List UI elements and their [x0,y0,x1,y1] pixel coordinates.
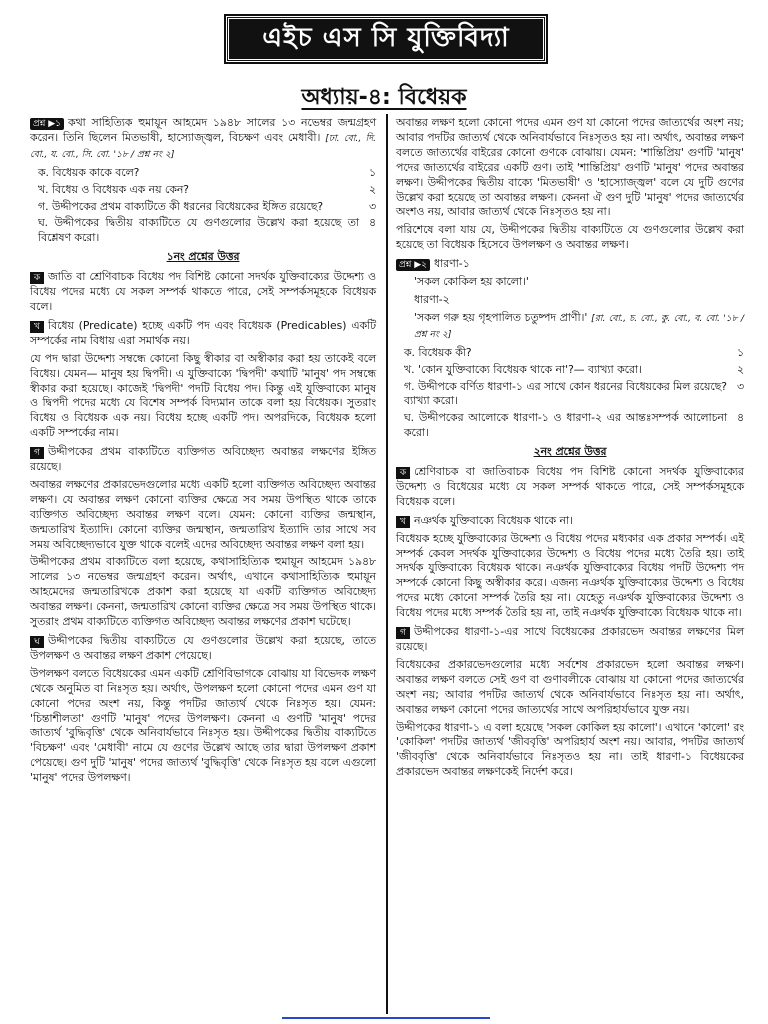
question-part-text: ঘ. উদ্দীপকের দ্বিতীয় বাক্যটিতে যে গুণগুলোর উল্লেখ করা হয়েছে তা বিশ্লেষণ করো। [38,216,359,245]
question-part-mark: ৩ [736,379,744,393]
question-part-text: ক. বিধেয়ক কী? [404,345,472,359]
question-part-mark: ৪ [368,216,376,230]
answer-mark: খ [30,321,44,333]
question-1-parts [30,166,376,247]
question-part [38,183,376,198]
answer-mark: ক [396,467,410,479]
continuation-text: পরিশেষে বলা যায় যে, উদ্দীপকের দ্বিতীয় বাক্যটিতে যে গুণগুলোর উল্লেখ করা হয়েছে তা বিধেয়ক হিসেবে উপলক্ষণ ও অবান্তর লক্ষণ। [396,223,744,252]
answer-mark: ক [30,272,44,284]
question-part-text: ক. বিধেয়ক কাকে বলে? [38,165,140,179]
answer-ka [396,465,744,510]
answer-text: নঞর্থক যুক্তিবাক্যে বিধেয়ক থাকে না। [414,513,573,527]
question-part-text: গ. উদ্দীপকের প্রথম বাক্যটিতে কী ধরনের বিধেয়কের ইঙ্গিত রয়েছে? [38,199,324,213]
answer-gha [30,634,376,664]
answer-ga-body: উদ্দীপকের ধারণা-১ এ বলা হয়েছে 'সকল কোকিল হয় কালো'। এখানে 'কালো' রং 'কোকিল' পদটির জাত্যর্থ 'জীববৃত্তি' অপরিহার্য অংশ নয়। আবার, পদটির জাত্যর্থ 'জীববৃত্তি' থেকে অনিবার্যভাবে নিঃসৃতও হয় না। তাই ধারণা-১ বিধেয়কের প্রকারভেদ অবান্তর লক্ষণকেই নির্দেশ করে। [396,720,744,779]
concept-text: 'সকল কোকিল হয় কালো।' [414,275,529,289]
question-part [404,380,744,410]
question-part-mark: ১ [368,165,376,179]
question-part-mark: ৪ [736,411,744,425]
left-column [30,116,376,789]
question-part [404,346,744,361]
concept-text-value: 'সকল গরু হয় গৃহপালিত চতুষ্পদ প্রাণী।' [414,310,588,324]
answer-mark: ঘ [30,636,44,648]
bottom-rule [282,1017,490,1019]
answer-gha-body: উপলক্ষণ বলতে বিধেয়কের এমন একটি শ্রেণিবিভাগকে বোঝায় যা বিভেদক লক্ষণ থেকে অনুমিত বা নিঃসৃত হয়। অর্থাৎ, উপলক্ষণ হলো কোনো পদের এমন গুণ যা কোনো পদের অংশ নয়, কিন্তু পদটির জাত্যর্থ থেকে নিঃসৃত হয়। যেমন: 'চিন্তাশীলতা' গুণটি 'মানুষ' পদের উপলক্ষণ। কেননা এ গুণটি 'মানুষ' পদের জাত্যর্থ 'বুদ্ধিবৃত্তি' থেকে অনিবার্যভাবে নিঃসৃত হয়। উদ্দীপকের দ্বিতীয় বাক্যটিতে 'বিচক্ষণ' এবং 'মেধাবী' নামে যে গুণের উল্লেখ আছে তার দ্বারা উপলক্ষণ প্রকাশ পেয়েছে। গুণ দুটি 'মানুষ' পদের জাত্যর্থ 'বুদ্ধিবৃত্তি' থেকে নিঃসৃত হয় বলে এগুলো 'মানুষ' পদের উপলক্ষণ। [30,666,376,785]
question-part-mark: ১ [736,345,744,359]
question-part [38,216,376,246]
answer-kha [30,319,376,349]
answer-ga-body: উদ্দীপকের প্রথম বাক্যটিতে বলা হয়েছে, কথাসাহিত্যিক হুমায়ূন আহমেদ ১৯৪৮ সালের ১৩ নভেম্বর জন্মগ্রহণ করেন। অর্থাৎ, এখানে কথাসাহিত্যিক হুমায়ূন আহমেদের জন্মতারিখকে প্রকাশ করা হয়েছে যা একটি ব্যক্তিগত অবিচ্ছেদ্য অবান্তর লক্ষণ। কেননা, জন্মতারিখ কোনো ব্যক্তির ক্ষেত্রে সব সময় উপস্থিত থাকে। সুতরাং প্রথম বাক্যটিতে ব্যক্তিগত অবিচ্ছেদ্য অবান্তর লক্ষণের প্রকাশ ঘটেছে। [30,555,376,629]
question-part-text: ঘ. উদ্দীপকের আলোকে ধারণা-১ ও ধারণা-২ এর আন্তঃসম্পর্ক আলোচনা করো। [404,411,727,440]
question-part [38,166,376,181]
answer-text: বিধেয় (Predicate) হচ্ছে একটি পদ এবং বিধেয়ক (Predicables) একটি সম্পর্কের নাম বিধায় এরা সমার্থক নয়। [30,318,376,347]
answer-ga [396,625,744,655]
question-part-mark: ২ [736,362,744,376]
answer-kha-body: বিধেয়ক হচ্ছে যুক্তিবাক্যের উদ্দেশ্য ও বিধেয় পদের মধ্যকার এক প্রকার সম্পর্ক। এই সম্পর্ক কেবল সদর্থক যুক্তিবাক্যের উদ্দেশ্য ও বিধেয় পদের মধ্যে তৈরি হয়। তাই সদর্থক যুক্তিবাক্যে বিধেয়ক থাকে। নঞর্থক যুক্তিবাক্যের বিধেয় পদটি উদ্দেশ্য পদ সম্পর্কে কোনো কিছু অস্বীকার করে। এজন্য নঞর্থক যুক্তিবাক্যের উদ্দেশ্য ও বিধেয় পদের মধ্যে কোনো সম্পর্ক তৈরি হয় না। যেহেতু নঞর্থক যুক্তিবাক্যের উদ্দেশ্য ও বিধেয় পদের মধ্যে সম্পর্ক তৈরি হয় না, তাই নঞর্থক যুক্তিবাক্যে বিধেয়ক থাকে না। [396,531,744,620]
concept-label: ধারণা-১ [434,257,470,271]
answer-text: উদ্দীপকের ধারণা-১-এর সাথে বিধেয়কের প্রকারভেদ অবান্তর লক্ষণের মিল রয়েছে। [396,625,744,653]
question-badge: প্রশ্ন ▶২ [396,259,430,271]
question-part-text: গ. উদ্দীপকে বর্ণিত ধারণা-১ এর সাথে কোন ধরনের বিধেয়কের মিল রয়েছে? ব্যাখ্যা করো। [404,379,727,408]
answer-text: শ্রেণিবাচক বা জাতিবাচক বিধেয় পদ বিশিষ্ট কোনো সদর্থক যুক্তিবাক্যের উদ্দেশ্য ও বিধেয়ের মধ্যে যে সকল সম্পর্ক থাকতে পারে, সেই সম্পর্কসমূহকে বিধেয়ক বলে। [396,465,744,508]
question-part-mark: ২ [368,182,376,196]
question-part-text: খ. বিধেয় ও বিধেয়ক এক নয় কেন? [38,182,189,196]
question-stem-text: কথা সাহিত্যিক হুমায়ূন আহমেদ ১৯৪৮ সালের ১৩ নভেম্বর জন্মগ্রহণ করেন। তিনি ছিলেন মিতভাষী, হাস্যোজ্জ্বল, বিচক্ষণ এবং মেধাবী। [30,116,376,144]
question-source: [ঢা. বো., দি. বো., য. বো., সি. বো. '১৮ / প্রশ্ন নং ২] [30,132,376,160]
answer-mark: গ [30,447,44,459]
chapter-title: অধ্যায়-৪: বিধেয়ক [301,85,467,110]
answer-ka [30,270,376,315]
book-title-banner: এইচ এস সি যুক্তিবিদ্যা [226,16,546,62]
column-divider [386,114,388,1014]
continuation-text: অবান্তর লক্ষণ হলো কোনো পদের এমন গুণ যা কোনো পদের জাত্যর্থের অংশ নয়; আবার পদটির জাত্যর্থ থেকে অনিবার্যভাবে নিঃসৃতও হয় না। অর্থাৎ, অবান্তর লক্ষণ বলতে জাত্যর্থের বাইরের কোনো গুণকে বোঝায়। যেমন: 'শান্তিপ্রিয়' গুণটি 'মানুষ' পদের জাত্যর্থের বাইরের একটি গুণ। তাই 'শান্তিপ্রিয়' গুণটি 'মানুষ' পদের অবান্তর লক্ষণ। উদ্দীপকের দ্বিতীয় বাক্যে 'মিতভাষী' ও 'হাস্যোজ্জ্বল' বলে যে দুটি গুণের উল্লেখ করা হয়েছে তা অবান্তর লক্ষণ। কেননা ঐ গুণ দুটি 'মানুষ' পদের জাত্যর্থের অংশও নয়, আবার জাত্যর্থ থেকে নিঃসৃতও হয় না। [396,116,744,219]
answer-text: উদ্দীপকের প্রথম বাক্যটিতে ব্যক্তিগত অবিচ্ছেদ্য অবান্তর লক্ষণের ইঙ্গিত রয়েছে। [30,445,376,474]
answer-ga-body: বিধেয়কের প্রকারভেদগুলোর মধ্যে সর্বশেষ প্রকারভেদ হলো অবান্তর লক্ষণ। অবান্তর লক্ষণ বলতে সেই গুণ বা গুণাবলীকে বোঝায় যা কোনো পদের জাত্যর্থের অংশ নয়; আবার পদটির জাত্যর্থ থেকে অনিবার্যভাবে নিঃসৃত হয় না। অর্থাৎ, অবান্তর লক্ষণ কোনো পদের জাত্যর্থের সাথে অপরিহার্যভাবে যুক্ত নয়। [396,657,744,716]
concept-label: ধারণা-২ [414,292,450,306]
answer-ga [30,445,376,475]
question-part-text: খ. 'কোন যুক্তিবাক্যে বিধেয়ক থাকে না'?— ব্যাখ্যা করো। [404,362,642,376]
right-column [396,116,744,783]
question-part [404,411,744,441]
concept-text [414,311,744,343]
answer-text: উদ্দীপকের দ্বিতীয় বাক্যটিতে যে গুণগুলোর উল্লেখ করা হয়েছে, তাতে উপলক্ষণ ও অবান্তর লক্ষণ প্রকাশ পেয়েছে। [30,634,376,662]
question-part [38,200,376,215]
answer-mark: গ [396,627,410,639]
question-badge: প্রশ্ন ▶১ [30,118,64,130]
answer-text: জাতি বা শ্রেণিবাচক বিধেয় পদ বিশিষ্ট কোনো সদর্থক যুক্তিবাক্যের উদ্দেশ্য ও বিধেয় পদের মধ্যে যে সকল সম্পর্ক থাকতে পারে, সেই সম্পর্কসমূহকে বিধেয়ক বলে। [30,270,376,313]
answer-2-title: ২নং প্রশ্নের উত্তর [533,445,607,459]
question-2-parts [396,346,744,441]
answer-kha-body: যে পদ দ্বারা উদ্দেশ্য সম্বন্ধে কোনো কিছু স্বীকার বা অস্বীকার করা হয় তাকেই বলে বিধেয়। যেমন— মানুষ হয় দ্বিপদী। এ যুক্তিবাক্যে 'দ্বিপদী' কথাটি 'মানুষ' পদ সম্বন্ধে স্বীকার করা হয়েছে। কাজেই 'দ্বিপদী' পদটি বিধেয় পদ। কিন্তু এই যুক্তিবাক্যে মানুষ ও দ্বিপদী পদের মধ্যে যে বিশেষ সম্পর্ক বিদ্যমান তাকে বলা হয় বিধেয়ক। সুতরাং বিধেয় ও বিধেয়ক এক নয়। বিধেয় হচ্ছে একটি পদ। অপরদিকে, বিধেয়ক হলো একটি সম্পর্কের নাম। [30,351,376,440]
answer-1-title: ১নং প্রশ্নের উত্তর [166,250,240,264]
answer-mark: খ [396,516,410,528]
answer-ga-body: অবান্তর লক্ষণের প্রকারভেদগুলোর মধ্যে একটি হলো ব্যক্তিগত অবিচ্ছেদ্য অবান্তর লক্ষণ। যে অবান্তর লক্ষণ কোনো ব্যক্তির ক্ষেত্রে সব সময় উপস্থিত থাকে তাকে ব্যক্তিগত অবিচ্ছেদ্য অবান্তর লক্ষণ বলে। যেমন: কোনো ব্যক্তির জন্মস্থান, জন্মতারিখ ইত্যাদি। কোনো ব্যক্তির জন্মস্থান, জন্মতারিখ ইত্যাদি তার সাথে সব সময় অবিচ্ছেদ্যভাবে যুক্ত থাকে বলেই এদের অবিচ্ছেদ্য অবান্তর লক্ষণ বলা হয়। [30,477,376,551]
question-2-stem [396,257,744,272]
question-part-mark: ৩ [368,199,376,213]
answer-kha [396,514,744,529]
question-source: [রা. বো., চ. বো., কু. বো., ব. বো. '১৮ / প্রশ্ন নং ২] [414,312,745,340]
question-1-stem [30,116,376,163]
question-part [404,363,744,378]
